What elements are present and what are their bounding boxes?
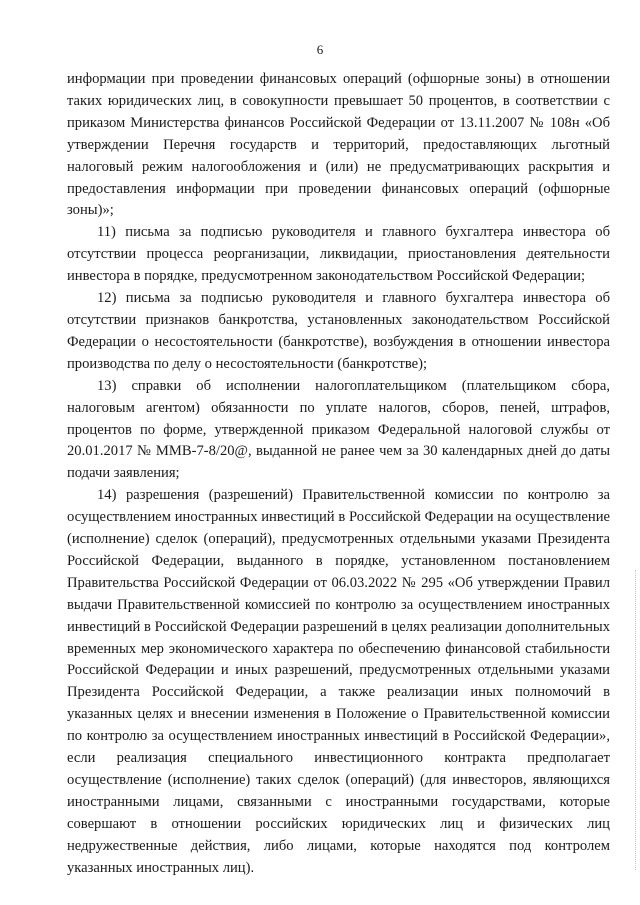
paragraph-offshore-continuation: информации при проведении финансовых операций (офшорные зоны) в отношении таких юридических лиц, в совокупности превышает 50 процентов, в соответствии с приказом Министерства финансов Российской Федерации от 13.11.2007 № 108н «Об утверждении Перечня государств и территорий, предоставляющих льготный налоговый режим налогообложения и (или) не предусматривающих раскрытия и предоставления информации при проведении финансовых операций (офшорные зоны)»; bbox=[67, 71, 610, 219]
scan-edge-mark bbox=[634, 570, 636, 870]
paragraph-item-12: 12) письма за подписью руководителя и главного бухгалтера инвестора об отсутствии признаков банкротства, установленных законодательством Российской Федерации о несостоятельности (банкротстве), возбуждения в отношении инвестора производства по делу о несостоятельности (банкротстве); bbox=[67, 290, 610, 372]
paragraph-item-11: 11) письма за подписью руководителя и главного бухгалтера инвестора об отсутствии процесса реорганизации, ликвидации, приостановления деятельности инвестора в порядке, предусмотренном законодательством Российской Федерации; bbox=[67, 224, 610, 285]
page-number: 6 bbox=[316, 42, 324, 57]
document-body bbox=[67, 69, 610, 880]
paragraph-item-14: 14) разрешения (разрешений) Правительственной комиссии по контролю за осуществлением иностранных инвестиций в Российской Федерации на осуществление (исполнение) сделок (операций), предусмотренных отдельными указами Президента Российской Федерации, выданного в порядке, установленном постановлением Правительства Российской Федерации от 06.03.2022 № 295 «Об утверждении Правил выдачи Правительственной комиссией по контролю за осуществлением иностранных инвестиций в Российской Федерации разрешений в целях реализации дополнительных временных мер экономического характера по обеспечению финансовой стабильности Российской Федерации и иных разрешений, предусмотренных отдельными указами Президента Российской Федерации, а также реализации иных полномочий в указанных целях и внесении изменения в Положение о Правительственной комиссии по контролю за осуществлением иностранных инвестиций в Российской Федерации», если реализация специального инвестиционного контракта предполагает осуществление (исполнение) таких сделок (операций) (для инвесторов, являющихся иностранными лицами, связанными с иностранными государствами, которые совершают в отношении российских юридических лиц и физических лиц недружественные действия, либо лицами, которые находятся под контролем указанных иностранных лиц). bbox=[67, 487, 610, 876]
paragraph-item-13: 13) справки об исполнении налогоплательщиком (плательщиком сбора, налоговым агентом) обязанности по уплате налогов, сборов, пеней, штрафов, процентов по форме, утвержденной приказом Федеральной налоговой службы от 20.01.2017 № ММВ-7-8/20@, выданной не ранее чем за 30 календарных дней до даты подачи заявления; bbox=[67, 377, 610, 482]
